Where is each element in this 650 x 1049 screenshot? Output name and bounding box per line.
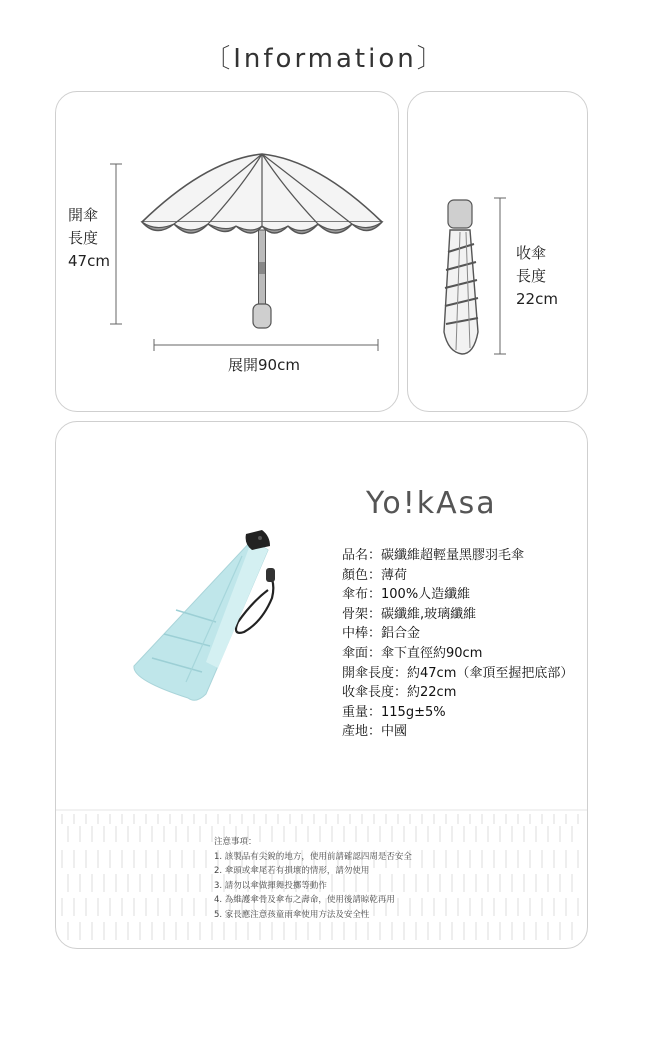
closed-length-label <box>516 242 558 311</box>
note-item: 2. 傘頭或傘尾若有損壞的情形，請勿使用 <box>214 866 370 876</box>
open-length-label-value: 47cm <box>68 252 110 270</box>
spec-open-length: 開傘長度：約47cm（傘頂至握把底部） <box>342 665 574 681</box>
note-item: 3. 請勿以傘做揮舞投擲等動作 <box>214 880 327 891</box>
closed-umbrella-illustration <box>408 92 588 412</box>
span-label: 展開90cm <box>228 356 300 374</box>
spec-canopy: 傘面：傘下直徑約90cm <box>342 645 483 661</box>
note-item: 1. 該製品有尖銳的地方，使用前請確認四周是否安全 <box>214 851 412 862</box>
note-item: 4. 為維護傘骨及傘布之壽命，使用後請晾乾再用 <box>214 895 395 905</box>
open-umbrella-card <box>55 91 399 412</box>
closed-umbrella-card <box>407 91 588 412</box>
spec-list <box>342 546 573 742</box>
closed-length-label-value: 22cm <box>516 290 558 308</box>
product-info-card <box>55 421 588 949</box>
spec-closed-length: 收傘長度：約22cm <box>342 685 457 701</box>
notes-heading: 注意事項： <box>214 837 257 847</box>
spec-name: 品名：碳纖維超輕量黑膠羽毛傘 <box>342 548 525 563</box>
closed-length-label-line1: 收傘 <box>516 244 547 262</box>
note-item: 5. 家長應注意孩童雨傘使用方法及安全性 <box>214 909 370 920</box>
open-length-label-line1: 開傘 <box>68 206 99 224</box>
closed-length-label-line2: 長度 <box>516 267 547 285</box>
spec-frame: 骨架：碳纖維,玻璃纖維 <box>342 606 477 622</box>
spec-color: 顏色：薄荷 <box>342 567 408 583</box>
spec-origin: 產地：中國 <box>342 724 408 740</box>
open-length-label <box>68 204 110 273</box>
page-title: 〔Information〕 <box>204 44 446 74</box>
brand-logo: Yo!kAsa <box>366 486 497 521</box>
care-notes <box>214 835 412 922</box>
open-length-label-line2: 長度 <box>68 229 99 247</box>
spec-fabric: 傘布：100%人造纖維 <box>342 587 471 603</box>
spec-shaft: 中棒：鋁合金 <box>342 626 421 642</box>
spec-weight: 重量：115g±5% <box>342 704 446 720</box>
